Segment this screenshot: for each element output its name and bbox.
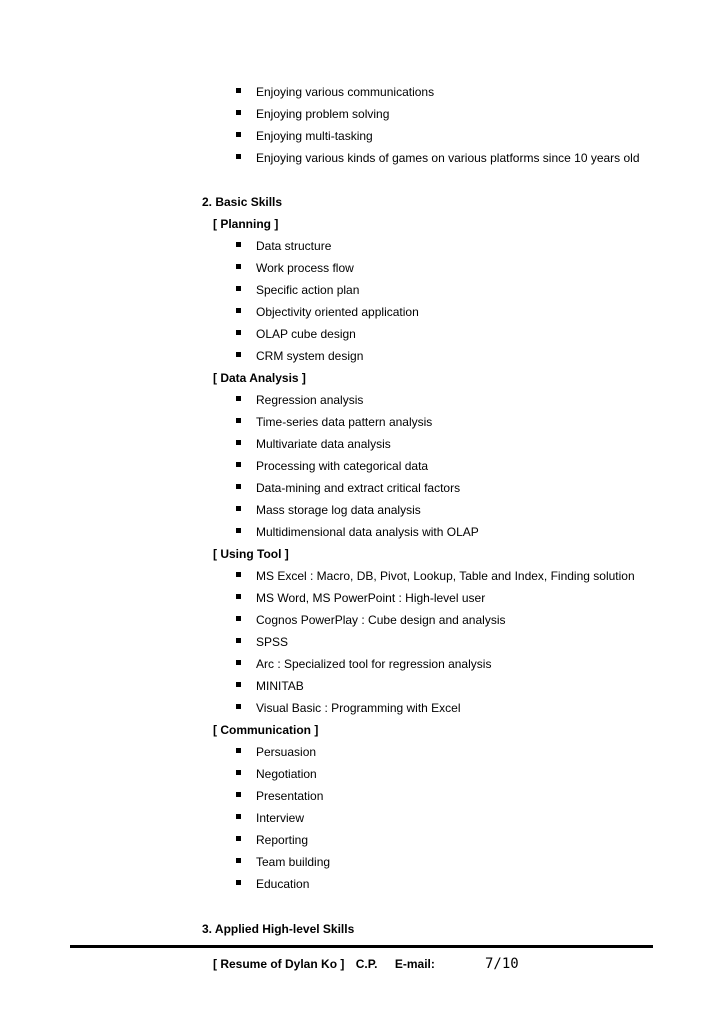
square-bullet-icon: [236, 704, 241, 709]
skill-group-title: [ Using Tool ]: [213, 547, 289, 561]
square-bullet-icon: [236, 396, 241, 401]
skill-group-title: [ Communication ]: [213, 723, 319, 737]
square-bullet-icon: [236, 748, 241, 753]
list-item-text: Enjoying problem solving: [256, 107, 390, 121]
list-item: [0, 590, 728, 612]
list-item-text: Enjoying multi-tasking: [256, 129, 373, 143]
square-bullet-icon: [236, 638, 241, 643]
list-item: [0, 436, 728, 458]
list-item: [0, 678, 728, 700]
list-item: [0, 326, 728, 348]
square-bullet-icon: [236, 528, 241, 533]
list-item-text: Multivariate data analysis: [256, 437, 391, 451]
square-bullet-icon: [236, 814, 241, 819]
square-bullet-icon: [236, 770, 241, 775]
list-item: [0, 766, 728, 788]
list-item: [0, 656, 728, 678]
list-item-text: Presentation: [256, 789, 324, 803]
list-item-text: MS Excel : Macro, DB, Pivot, Lookup, Table and Index, Finding solution: [256, 569, 635, 583]
square-bullet-icon: [236, 440, 241, 445]
list-item-text: Reporting: [256, 833, 309, 847]
square-bullet-icon: [236, 594, 241, 599]
square-bullet-icon: [236, 286, 241, 291]
list-item: [0, 524, 728, 546]
square-bullet-icon: [236, 682, 241, 687]
list-item-text: SPSS: [256, 635, 289, 649]
list-item: [0, 876, 728, 898]
list-item: [0, 304, 728, 326]
square-bullet-icon: [236, 660, 241, 665]
list-item: [0, 480, 728, 502]
page-footer: [213, 956, 519, 974]
square-bullet-icon: [236, 462, 241, 467]
list-item: [0, 744, 728, 766]
list-item: [0, 414, 728, 436]
list-item: [0, 348, 728, 370]
square-bullet-icon: [236, 264, 241, 269]
square-bullet-icon: [236, 792, 241, 797]
list-item-text: Objectivity oriented application: [256, 305, 419, 319]
list-item-text: MS Word, MS PowerPoint : High-level user: [256, 591, 486, 605]
list-item: [0, 260, 728, 282]
list-item: [0, 106, 728, 128]
list-item-text: Enjoying various kinds of games on various platforms since 10 years old: [256, 151, 640, 165]
list-item-text: Mass storage log data analysis: [256, 503, 421, 517]
square-bullet-icon: [236, 418, 241, 423]
list-item: [0, 282, 728, 304]
list-item-text: Work process flow: [256, 261, 354, 275]
skill-group-title: [ Data Analysis ]: [213, 371, 306, 385]
list-item-text: Persuasion: [256, 745, 317, 759]
list-item-text: Negotiation: [256, 767, 317, 781]
list-item-text: Processing with categorical data: [256, 459, 429, 473]
list-item: [0, 128, 728, 150]
list-item: [0, 854, 728, 876]
list-item-text: Time-series data pattern analysis: [256, 415, 433, 429]
list-item: [0, 84, 728, 106]
list-item-text: OLAP cube design: [256, 327, 356, 341]
square-bullet-icon: [236, 132, 241, 137]
square-bullet-icon: [236, 880, 241, 885]
list-item: [0, 458, 728, 480]
square-bullet-icon: [236, 352, 241, 357]
list-item-text: Data-mining and extract critical factors: [256, 481, 461, 495]
list-item: [0, 568, 728, 590]
list-item: [0, 832, 728, 854]
list-item-text: MINITAB: [256, 679, 304, 693]
square-bullet-icon: [236, 484, 241, 489]
list-item: [0, 238, 728, 260]
page-number: 7/10: [485, 956, 519, 972]
list-item: [0, 392, 728, 414]
list-item: [0, 788, 728, 810]
list-item-text: Specific action plan: [256, 283, 360, 297]
footer-email-label: E-mail:: [394, 957, 435, 971]
square-bullet-icon: [236, 616, 241, 621]
footer-cp-label: C.P.: [355, 957, 378, 971]
list-item: [0, 810, 728, 832]
list-item-text: Enjoying various communications: [256, 85, 435, 99]
square-bullet-icon: [236, 308, 241, 313]
list-item-text: Regression analysis: [256, 393, 364, 407]
list-item-text: Cognos PowerPlay : Cube design and analysis: [256, 613, 506, 627]
basic-skills-section: [0, 216, 728, 898]
section-title-applied-skills: 3. Applied High-level Skills: [202, 922, 355, 936]
list-item-text: Arc : Specialized tool for regression analysis: [256, 657, 492, 671]
footer-divider: [70, 945, 653, 948]
square-bullet-icon: [236, 858, 241, 863]
list-item: [0, 502, 728, 524]
list-item: [0, 634, 728, 656]
list-item-text: Data structure: [256, 239, 332, 253]
list-item-text: Team building: [256, 855, 331, 869]
intro-bullet-list: [0, 84, 728, 172]
list-item: [0, 700, 728, 722]
square-bullet-icon: [236, 330, 241, 335]
list-item: [0, 612, 728, 634]
list-item: [0, 150, 728, 172]
section-title-basic-skills: 2. Basic Skills: [202, 195, 283, 209]
square-bullet-icon: [236, 506, 241, 511]
list-item-text: Multidimensional data analysis with OLAP: [256, 525, 479, 539]
skill-group-title: [ Planning ]: [213, 217, 279, 231]
square-bullet-icon: [236, 154, 241, 159]
square-bullet-icon: [236, 110, 241, 115]
square-bullet-icon: [236, 242, 241, 247]
square-bullet-icon: [236, 572, 241, 577]
square-bullet-icon: [236, 88, 241, 93]
list-item-text: CRM system design: [256, 349, 364, 363]
list-item-text: Education: [256, 877, 310, 891]
list-item-text: Interview: [256, 811, 305, 825]
square-bullet-icon: [236, 836, 241, 841]
list-item-text: Visual Basic : Programming with Excel: [256, 701, 461, 715]
footer-resume-label: [ Resume of Dylan Ko ]: [213, 957, 345, 971]
